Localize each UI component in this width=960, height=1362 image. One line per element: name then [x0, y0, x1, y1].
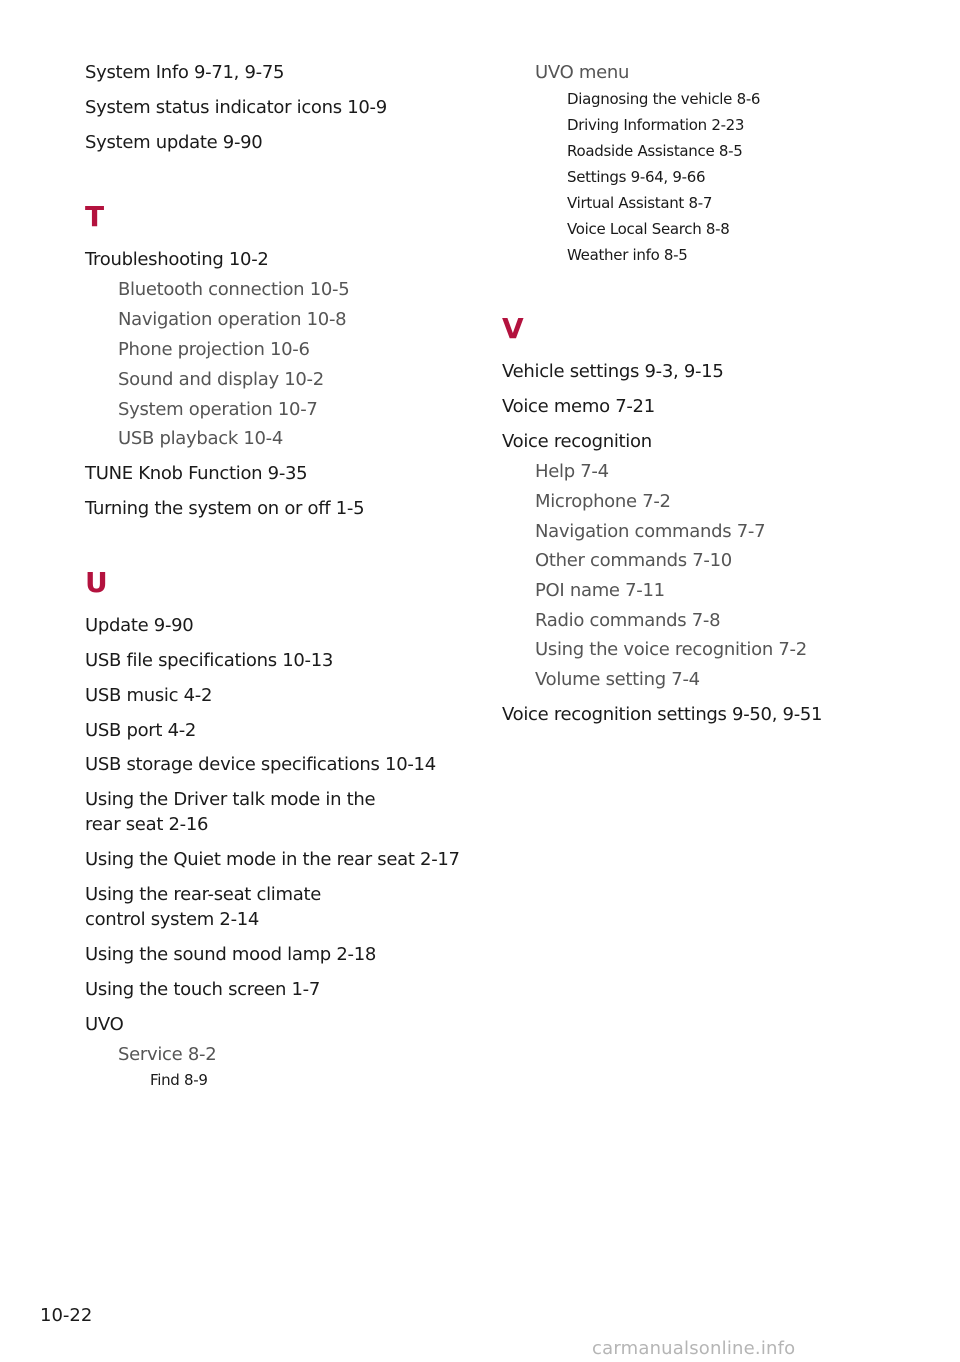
index-subentry: Phone projection 10-6 — [118, 339, 310, 360]
index-subsubentry: Virtual Assistant 8-7 — [567, 194, 713, 212]
index-entry: Using the rear-seat climate control system 2-14 — [85, 884, 321, 930]
index-entry: UVO — [85, 1014, 124, 1035]
index-subsubentry: Roadside Assistance 8-5 — [567, 142, 743, 160]
index-entry: USB music 4-2 — [85, 685, 213, 706]
index-subsubentry: Find 8-9 — [150, 1071, 208, 1089]
index-entry: System status indicator icons 10-9 — [85, 97, 387, 118]
index-entry: USB storage device specifications 10-14 — [85, 754, 436, 775]
index-subentry: Radio commands 7-8 — [535, 610, 721, 631]
index-entry: System update 9-90 — [85, 132, 263, 153]
index-subsubentry: Driving Information 2-23 — [567, 116, 745, 134]
watermark-text: carmanualsonline.info — [592, 1338, 796, 1359]
index-entry: USB port 4-2 — [85, 720, 197, 741]
index-subsubentry: Settings 9-64, 9-66 — [567, 168, 706, 186]
index-subentry: Help 7-4 — [535, 461, 609, 482]
index-subentry: Bluetooth connection 10-5 — [118, 279, 350, 300]
index-entry: Voice recognition — [502, 431, 652, 452]
index-subentry: Other commands 7-10 — [535, 550, 732, 571]
section-letter-t: T — [85, 200, 105, 233]
index-entry: Update 9-90 — [85, 615, 194, 636]
page-number: 10-22 — [40, 1305, 93, 1326]
index-entry: Turning the system on or off 1-5 — [85, 498, 365, 519]
index-entry: TUNE Knob Function 9-35 — [85, 463, 308, 484]
index-subentry: Navigation commands 7-7 — [535, 521, 766, 542]
index-subentry: Volume setting 7-4 — [535, 669, 700, 690]
index-subentry: POI name 7-11 — [535, 580, 665, 601]
index-subentry: Service 8-2 — [118, 1044, 217, 1065]
index-subsubentry: Voice Local Search 8-8 — [567, 220, 730, 238]
index-subsubentry: Weather info 8-5 — [567, 246, 688, 264]
index-entry: Using the sound mood lamp 2-18 — [85, 944, 376, 965]
index-subsubentry: Diagnosing the vehicle 8-6 — [567, 90, 761, 108]
index-subentry: Microphone 7-2 — [535, 491, 671, 512]
index-entry: Voice recognition settings 9-50, 9-51 — [502, 704, 823, 725]
section-letter-v: V — [502, 312, 524, 345]
index-entry: Troubleshooting 10-2 — [85, 249, 269, 270]
index-subentry: UVO menu — [535, 62, 630, 83]
index-subentry: USB playback 10-4 — [118, 428, 284, 449]
index-subentry: Navigation operation 10-8 — [118, 309, 347, 330]
section-letter-u: U — [85, 566, 108, 599]
index-subentry: System operation 10-7 — [118, 399, 318, 420]
index-entry: System Info 9-71, 9-75 — [85, 62, 285, 83]
index-entry: Using the touch screen 1-7 — [85, 979, 321, 1000]
index-entry: Using the Driver talk mode in the rear seat 2-16 — [85, 789, 376, 835]
index-entry: USB file specifications 10-13 — [85, 650, 334, 671]
index-subentry: Sound and display 10-2 — [118, 369, 324, 390]
index-entry: Vehicle settings 9-3, 9-15 — [502, 361, 724, 382]
index-entry: Voice memo 7-21 — [502, 396, 655, 417]
index-entry: Using the Quiet mode in the rear seat 2-17 — [85, 849, 460, 870]
index-subentry: Using the voice recognition 7-2 — [535, 639, 807, 660]
